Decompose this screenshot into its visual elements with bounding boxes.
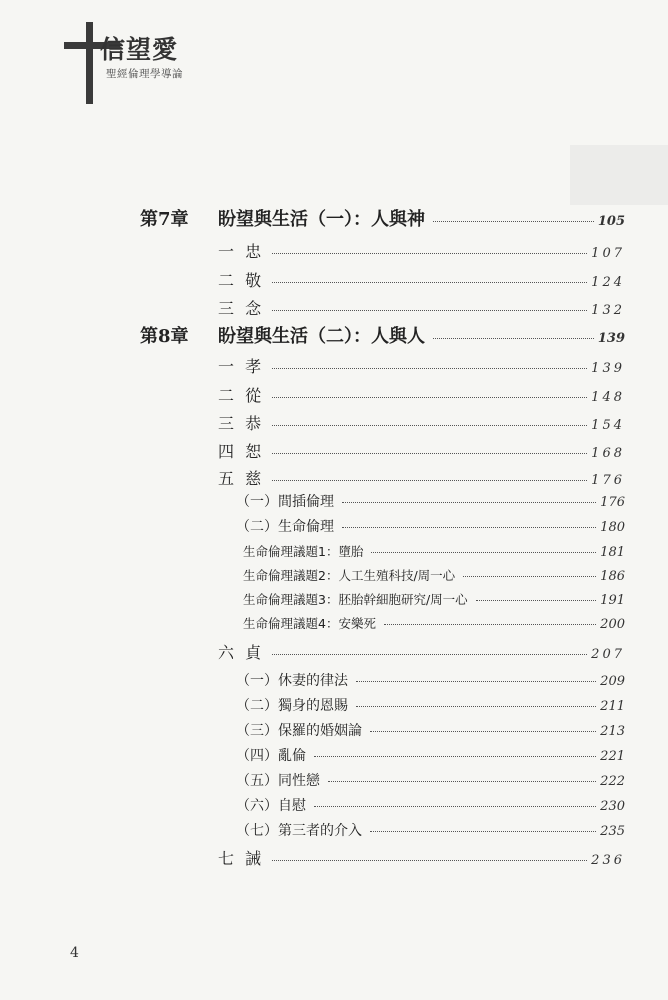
toc-entry-section <box>218 354 625 377</box>
leader-dots <box>463 576 596 577</box>
toc-page-number: 124 <box>591 275 625 290</box>
toc-page-number: 105 <box>597 214 625 229</box>
toc-page-number: 186 <box>600 569 625 584</box>
toc-page-number: 132 <box>591 303 625 318</box>
toc-entry-label: 生命倫理議題2：人工生殖科技/周一心 <box>243 568 456 583</box>
toc-entry-label: 二 敬 <box>218 271 265 290</box>
toc-page-number: 176 <box>591 473 625 488</box>
leader-dots <box>356 681 596 682</box>
leader-dots <box>433 221 594 222</box>
toc-entry-label: 生命倫理議題1：墮胎 <box>243 544 364 559</box>
toc-entry-chapter <box>140 205 625 231</box>
leader-dots <box>433 338 594 339</box>
leader-dots <box>370 731 596 732</box>
toc-entry-label: （三）保羅的婚姻論 <box>236 723 362 739</box>
leader-dots <box>272 397 587 398</box>
toc-entry-section <box>218 383 625 406</box>
toc-page-number: 176 <box>600 495 625 510</box>
toc-entry-label: 三 念 <box>218 299 265 318</box>
leader-dots <box>370 831 596 832</box>
toc-page-number: 180 <box>600 520 625 535</box>
toc-entry-label: 三 恭 <box>218 414 265 433</box>
leader-dots <box>272 860 587 861</box>
toc-entry-label: 七 誡 <box>218 849 265 868</box>
leader-dots <box>272 425 587 426</box>
leader-dots <box>314 806 596 807</box>
leader-dots <box>371 552 596 553</box>
toc-entry-label: （二）獨身的恩賜 <box>236 698 348 714</box>
toc-entry-label: 生命倫理議題3：胚胎幹細胞研究/周一心 <box>243 592 468 607</box>
toc-page-number: 230 <box>600 799 625 814</box>
leader-dots <box>272 654 587 655</box>
toc-entry-label: 四 恕 <box>218 442 265 461</box>
leader-dots <box>328 781 596 782</box>
toc-page-number: 222 <box>600 774 625 789</box>
toc-entry-issue <box>243 566 625 584</box>
toc-entry-sub <box>236 770 625 790</box>
chapter-number: 第7章 <box>140 209 189 230</box>
page-number: 4 <box>70 945 79 961</box>
toc-page-number: 209 <box>600 674 625 689</box>
leader-dots <box>272 453 587 454</box>
toc-entry-sub <box>236 820 625 840</box>
toc-entry-section <box>218 846 625 869</box>
toc-entry-issue <box>243 614 625 632</box>
toc-entry-label: （二）生命倫理 <box>236 519 334 535</box>
leader-dots <box>272 310 587 311</box>
toc-entry-sub <box>236 795 625 815</box>
toc-entry-sub <box>236 670 625 690</box>
toc-entry-label: 一 忠 <box>218 242 265 261</box>
toc-page-number: 236 <box>591 853 625 868</box>
book-subtitle: 聖經倫理學導論 <box>106 68 183 80</box>
toc-entry-label: 五 慈 <box>218 469 265 488</box>
toc-page-number: 139 <box>597 331 625 346</box>
toc-page-number: 211 <box>600 699 625 714</box>
toc-page-number: 139 <box>591 361 625 376</box>
toc-entry-label: （一）間插倫理 <box>236 494 334 510</box>
toc-page-number: 107 <box>591 246 625 261</box>
toc-entry-section <box>218 296 625 319</box>
toc-page-number: 181 <box>600 545 625 560</box>
toc-entry-label: 六 貞 <box>218 643 265 662</box>
leader-dots <box>384 624 596 625</box>
leader-dots <box>476 600 597 601</box>
toc-entry-chapter <box>140 322 625 348</box>
toc-entry-issue <box>243 542 625 560</box>
leader-dots <box>272 282 587 283</box>
toc-entry-label: 一 孝 <box>218 357 265 376</box>
toc-entry-sub <box>236 720 625 740</box>
toc-page-number: 154 <box>591 418 625 433</box>
leader-dots <box>342 502 596 503</box>
toc-page-number: 235 <box>600 824 625 839</box>
chapter-title: 盼望與生活（二）：人與人 <box>218 326 425 347</box>
toc-page-number: 148 <box>591 390 625 405</box>
toc-entry-label: （一）休妻的律法 <box>236 673 348 689</box>
leader-dots <box>314 756 596 757</box>
leader-dots <box>356 706 596 707</box>
toc-entry-issue <box>243 590 625 608</box>
toc-page-number: 191 <box>600 593 625 608</box>
toc-page-number: 207 <box>591 647 625 662</box>
leader-dots <box>272 480 587 481</box>
toc-page-number: 221 <box>600 749 625 764</box>
toc-page-number: 213 <box>600 724 625 739</box>
toc-entry-section <box>218 466 625 489</box>
toc-entry-section <box>218 239 625 262</box>
chapter-number: 第8章 <box>140 326 189 347</box>
toc-entry-section <box>218 640 625 663</box>
toc-entry-label: （四）亂倫 <box>236 748 306 764</box>
toc-page-number: 168 <box>591 446 625 461</box>
toc-entry-section <box>218 439 625 462</box>
leader-dots <box>342 527 596 528</box>
toc-entry-sub <box>236 491 625 511</box>
toc-entry-sub <box>236 745 625 765</box>
toc-entry-label: （七）第三者的介入 <box>236 823 362 839</box>
toc-entry-sub <box>236 516 625 536</box>
toc-page-number: 200 <box>600 617 625 632</box>
chapter-title: 盼望與生活（一）：人與神 <box>218 209 425 230</box>
toc-entry-section <box>218 411 625 434</box>
book-title: 信望愛 <box>100 35 179 64</box>
leader-dots <box>272 368 587 369</box>
toc-entry-label: （六）自慰 <box>236 798 306 814</box>
toc-entry-section <box>218 268 625 291</box>
leader-dots <box>272 253 587 254</box>
toc-entry-label: （五）同性戀 <box>236 773 320 789</box>
toc-entry-label: 生命倫理議題4：安樂死 <box>243 616 376 631</box>
toc-entry-sub <box>236 695 625 715</box>
toc-entry-label: 二 從 <box>218 386 265 405</box>
